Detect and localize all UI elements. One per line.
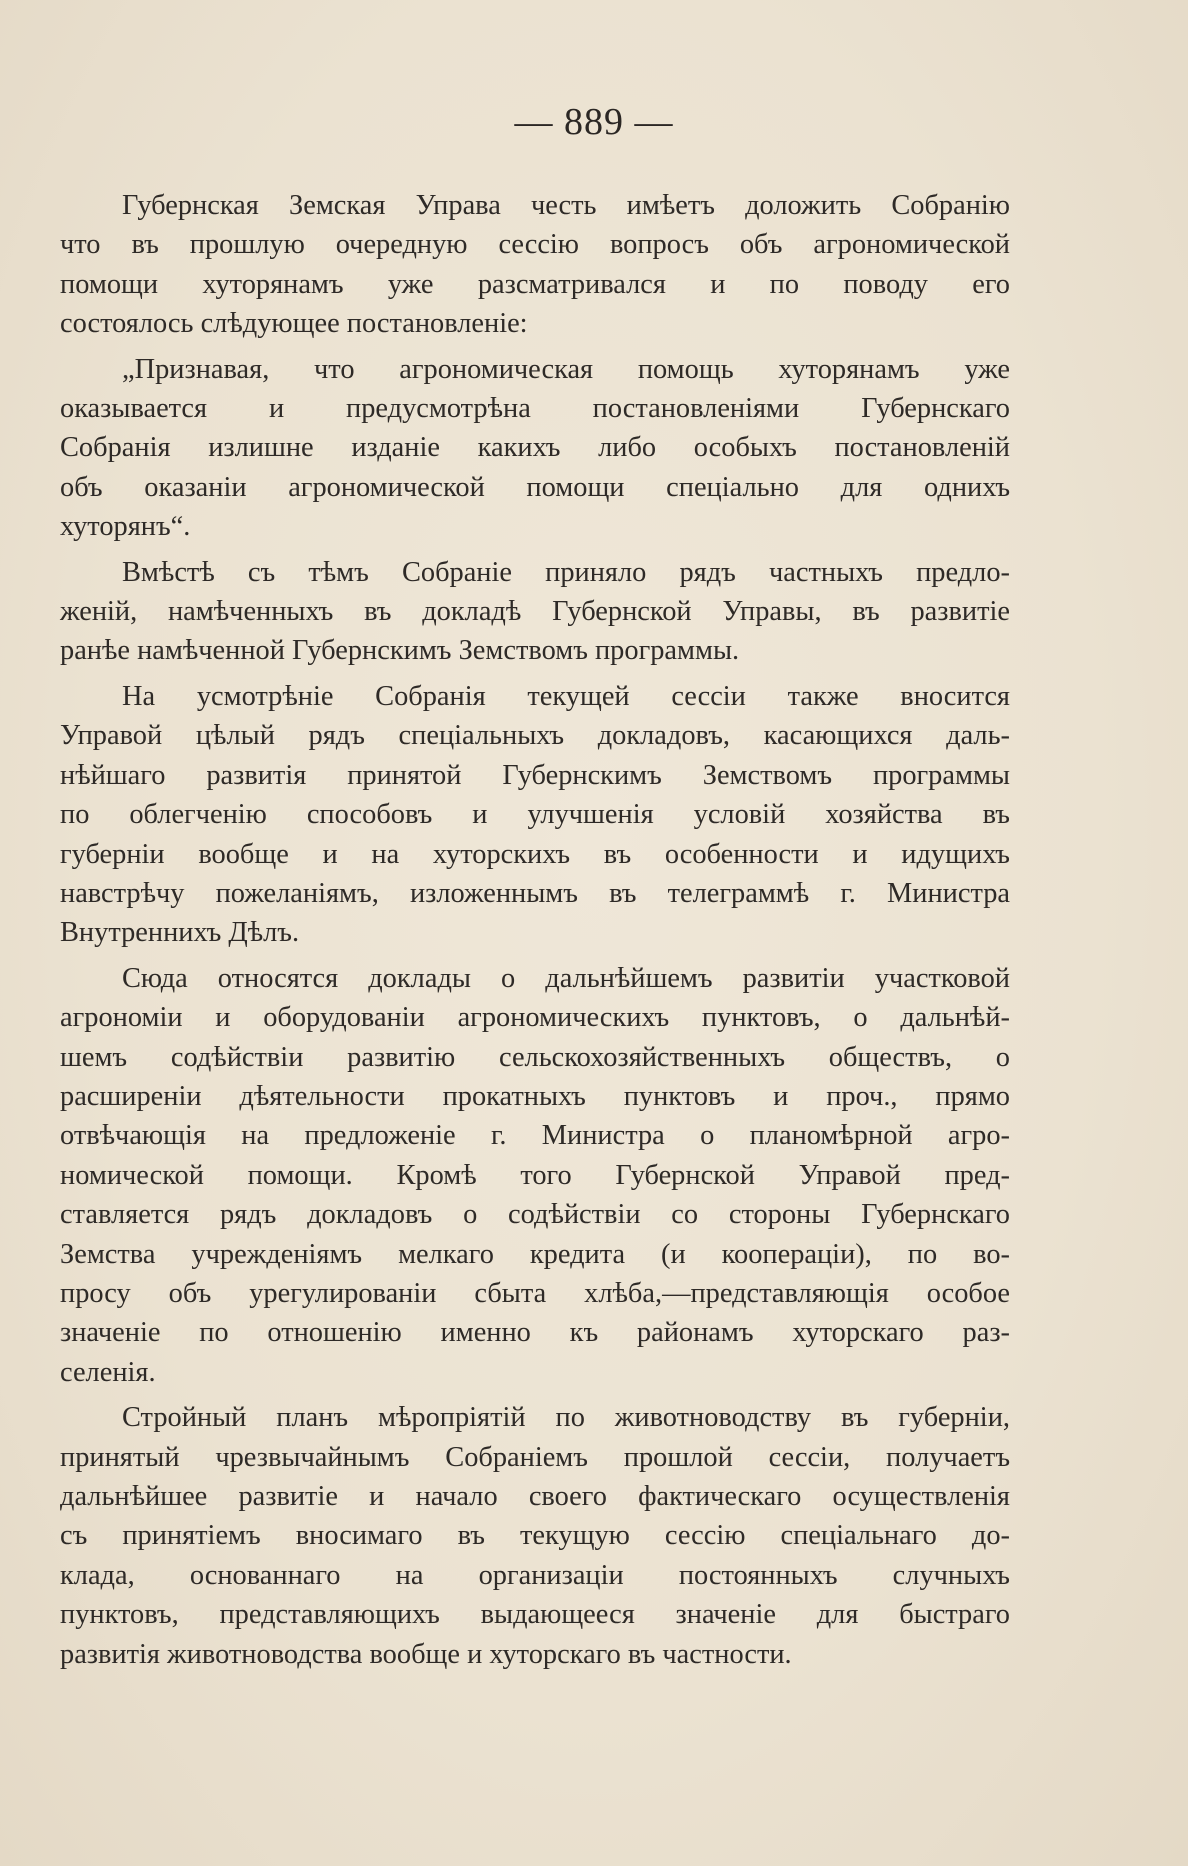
paragraph xyxy=(60,1398,1010,1674)
text-line: женій, намѣченныхъ въ докладѣ Губернской Управы, въ развитіе xyxy=(60,596,1010,628)
text-line: хуторянъ“. xyxy=(60,511,191,543)
text-line: просу объ урегулированіи сбыта хлѣба,—представляющія особое xyxy=(60,1277,1010,1309)
text-line: отвѣчающія на предложеніе г. Министра о планомѣрной агро- xyxy=(60,1120,1010,1152)
text-line: Земства учрежденіямъ мелкаго кредита (и коопераціи), по во- xyxy=(60,1238,1010,1270)
text-line: Управой цѣлый рядъ спеціальныхъ докладовъ, касающихся даль- xyxy=(60,720,1010,752)
text-line: Губернская Земская Управа честь имѣетъ доложить Собранію xyxy=(122,190,1010,221)
text-line: Стройный планъ мѣропріятій по животноводству въ губерніи, xyxy=(122,1402,1010,1434)
text-line: ранѣе намѣченной Губернскимъ Земствомъ программы. xyxy=(60,635,740,667)
text-line: дальнѣйшее развитіе и начало своего фактическаго осуществленія xyxy=(60,1481,1010,1512)
text-line: нѣйшаго развитія принятой Губернскимъ Земствомъ программы xyxy=(60,759,1010,791)
text-line: навстрѣчу пожеланіямъ, изложеннымъ въ телеграммѣ г. Министра xyxy=(60,877,1010,909)
page-number: — 889 — xyxy=(514,101,674,143)
text-line: На усмотрѣніе Собранія текущей сессіи также вносится xyxy=(122,680,1010,712)
text-line: пунктовъ, представляющихъ выдающееся значеніе для быстраго xyxy=(60,1599,1010,1631)
paragraph xyxy=(60,553,1010,671)
text-line: номической помощи. Кромѣ того Губернской Управой пред- xyxy=(60,1159,1010,1191)
body-text xyxy=(60,186,1010,1674)
text-line: оказывается и предусмотрѣна постановленіями Губернскаго xyxy=(60,393,1010,425)
paragraph xyxy=(60,186,1010,344)
text-line: расширеніи дѣятельности прокатныхъ пунктовъ и проч., прямо xyxy=(60,1080,1010,1112)
text-line: Сюда относятся доклады о дальнѣйшемъ развитіи участковой xyxy=(122,962,1010,994)
text-line: по облегченію способовъ и улучшенія условій хозяйства въ xyxy=(60,799,1010,831)
text-line: губерніи вообще и на хуторскихъ въ особенности и идущихъ xyxy=(60,838,1010,870)
text-line: помощи хуторянамъ уже разсматривался и по поводу его xyxy=(60,268,1010,300)
text-line: агрономіи и оборудованіи агрономическихъ пунктовъ, о дальнѣй- xyxy=(60,1002,1010,1034)
text-line: шемъ содѣйствіи развитію сельскохозяйственныхъ обществъ, о xyxy=(60,1041,1010,1073)
text-line: что въ прошлую очередную сессію вопросъ объ агрономической xyxy=(60,229,1010,261)
text-line: клада, основаннаго на организаціи постоянныхъ случныхъ xyxy=(60,1559,1010,1591)
quoted-resolution xyxy=(60,350,1010,547)
text-line: селенія. xyxy=(60,1356,156,1388)
text-line: принятый чрезвычайнымъ Собраніемъ прошлой сессіи, получаетъ xyxy=(60,1441,1010,1473)
text-line: Внутреннихъ Дѣлъ. xyxy=(60,917,300,949)
text-line: объ оказаніи агрономической помощи спеціально для однихъ xyxy=(60,471,1010,503)
text-line: Собранія излишне изданіе какихъ либо особыхъ постановленій xyxy=(60,432,1010,464)
text-line: значеніе по отношенію именно къ районамъ хуторскаго раз- xyxy=(60,1317,1010,1349)
paragraph xyxy=(60,959,1010,1392)
paragraph xyxy=(60,677,1010,953)
text-line: „Признавая, что агрономическая помощь хуторянамъ уже xyxy=(122,353,1010,385)
text-line: ставляется рядъ докладовъ о содѣйствіи со стороны Губернскаго xyxy=(60,1199,1010,1231)
text-line: Вмѣстѣ съ тѣмъ Собраніе приняло рядъ частныхъ предло- xyxy=(122,556,1010,588)
text-line: состоялось слѣдующее постановленіе: xyxy=(60,308,528,340)
text-line: развитія животноводства вообще и хуторскаго въ частности. xyxy=(60,1638,792,1670)
text-line: съ принятіемъ вносимаго въ текущую сессію спеціальнаго до- xyxy=(60,1520,1010,1552)
